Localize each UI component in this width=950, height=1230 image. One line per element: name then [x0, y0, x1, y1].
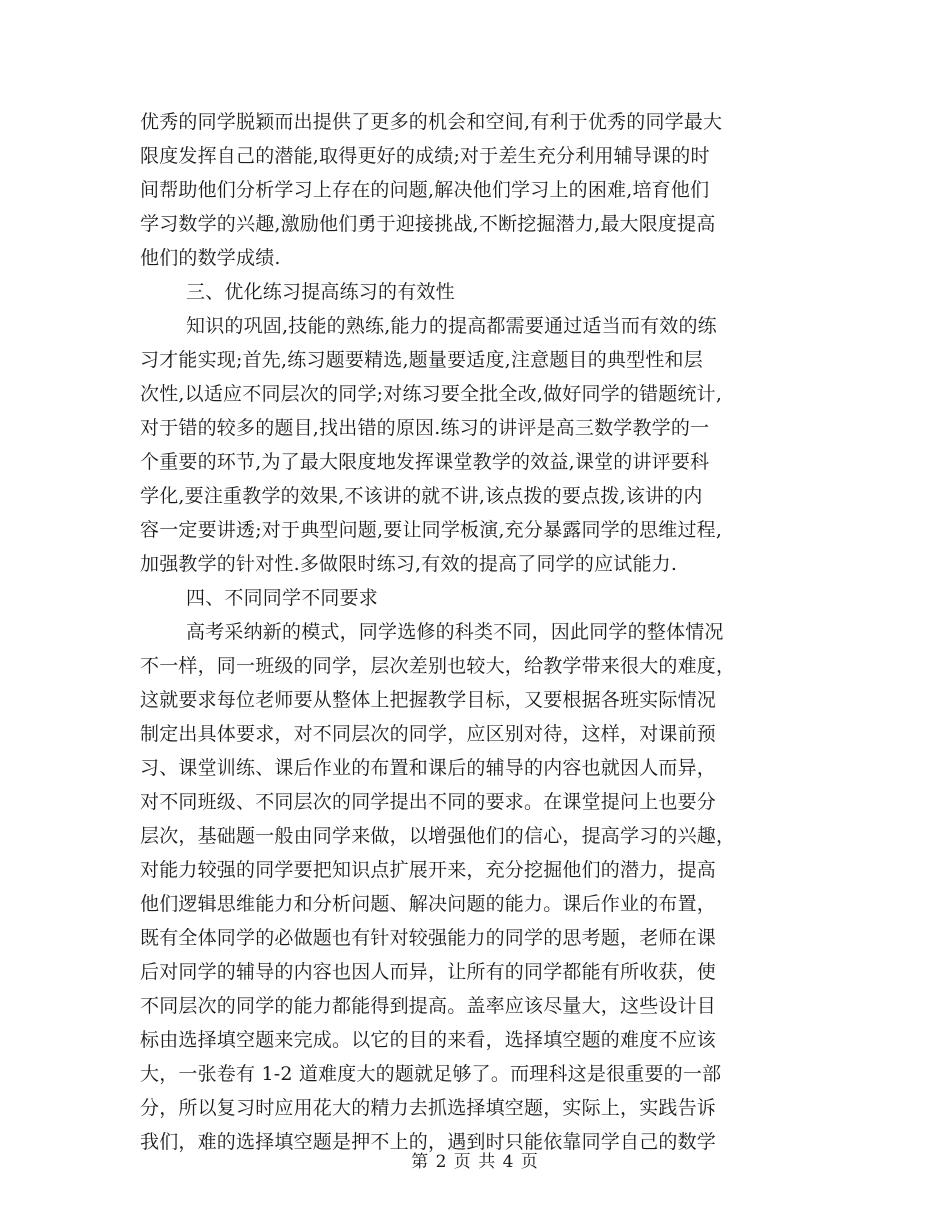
text-line: 四、不同同学不同要求 — [186, 587, 379, 609]
text-line: 习才能实现;首先,练习题要精选,题量要适度,注意题目的典型性和层 — [140, 349, 703, 371]
text-line: 既有全体同学的必做题也有针对较强能力的同学的思考题，老师在课 — [140, 927, 717, 949]
text-line: 他们的数学成绩. — [140, 247, 281, 269]
text-line: 个重要的环节,为了最大限度地发挥课堂教学的效益,课堂的讲评要科 — [140, 451, 710, 473]
text-line: 这就要求每位老师要从整体上把握教学目标，又要根据各班实际情况 — [140, 689, 717, 711]
text-line: 不同层次的同学的能力都能得到提高。盖率应该尽量大，这些设计目 — [140, 995, 717, 1017]
text-line: 间帮助他们分析学习上存在的问题,解决他们学习上的困难,培育他们 — [140, 179, 710, 201]
page-number-footer: 第 2 页 共 4 页 — [411, 1152, 539, 1172]
text-line: 学习数学的兴趣,激励他们勇于迎接挑战,不断挖掘潜力,最大限度提高 — [140, 213, 716, 235]
text-line: 三、优化练习提高练习的有效性 — [186, 281, 455, 303]
text-line: 对不同班级、不同层次的同学提出不同的要求。在课堂提问上也要分 — [140, 791, 717, 813]
text-line: 标由选择填空题来完成。以它的目的来看，选择填空题的难度不应该 — [140, 1029, 717, 1051]
text-line: 对能力较强的同学要把知识点扩展开来，充分挖掘他们的潜力，提高 — [140, 859, 717, 881]
text-line: 容一定要讲透;对于典型问题,要让同学板演,充分暴露同学的思维过程, — [140, 519, 723, 541]
text-line: 加强教学的针对性.多做限时练习,有效的提高了同学的应试能力. — [140, 553, 678, 575]
text-line: 高考采纳新的模式，同学选修的科类不同，因此同学的整体情况 — [186, 621, 724, 643]
text-line: 限度发挥自己的潜能,取得更好的成绩;对于差生充分利用辅导课的时 — [140, 145, 710, 167]
text-line: 我们，难的选择填空题是押不上的，遇到时只能依靠同学自己的数学 — [140, 1131, 717, 1153]
text-line: 学化,要注重教学的效果,不该讲的就不讲,该点拨的要点拨,该讲的内 — [140, 485, 703, 507]
text-line: 后对同学的辅导的内容也因人而异，让所有的同学都能有所收获，使 — [140, 961, 717, 983]
text-line: 优秀的同学脱颖而出提供了更多的机会和空间,有利于优秀的同学最大 — [140, 111, 723, 133]
document-body — [140, 105, 820, 1159]
text-line: 大，一张卷有 1-2 道难度大的题就足够了。而理科这是很重要的一部 — [140, 1063, 722, 1085]
text-line: 分，所以复习时应用花大的精力去抓选择填空题，实际上，实践告诉 — [140, 1097, 717, 1119]
text-line: 习、课堂训练、课后作业的布置和课后的辅导的内容也就因人而异， — [140, 757, 717, 779]
text-line: 对于错的较多的题目,找出错的原因.练习的讲评是高三数学教学的一 — [140, 417, 710, 439]
text-line: 知识的巩固,技能的熟练,能力的提高都需要通过适当而有效的练 — [186, 315, 717, 337]
text-line: 次性,以适应不同层次的同学;对练习要全批全改,做好同学的错题统计, — [140, 383, 723, 405]
text-line: 他们逻辑思维能力和分析问题、解决问题的能力。课后作业的布置， — [140, 893, 717, 915]
text-line: 不一样，同一班级的同学，层次差别也较大，给教学带来很大的难度， — [140, 655, 736, 677]
text-line: 层次，基础题一般由同学来做，以增强他们的信心，提高学习的兴趣， — [140, 825, 736, 847]
text-line: 制定出具体要求，对不同层次的同学，应区别对待，这样，对课前预 — [140, 723, 717, 745]
